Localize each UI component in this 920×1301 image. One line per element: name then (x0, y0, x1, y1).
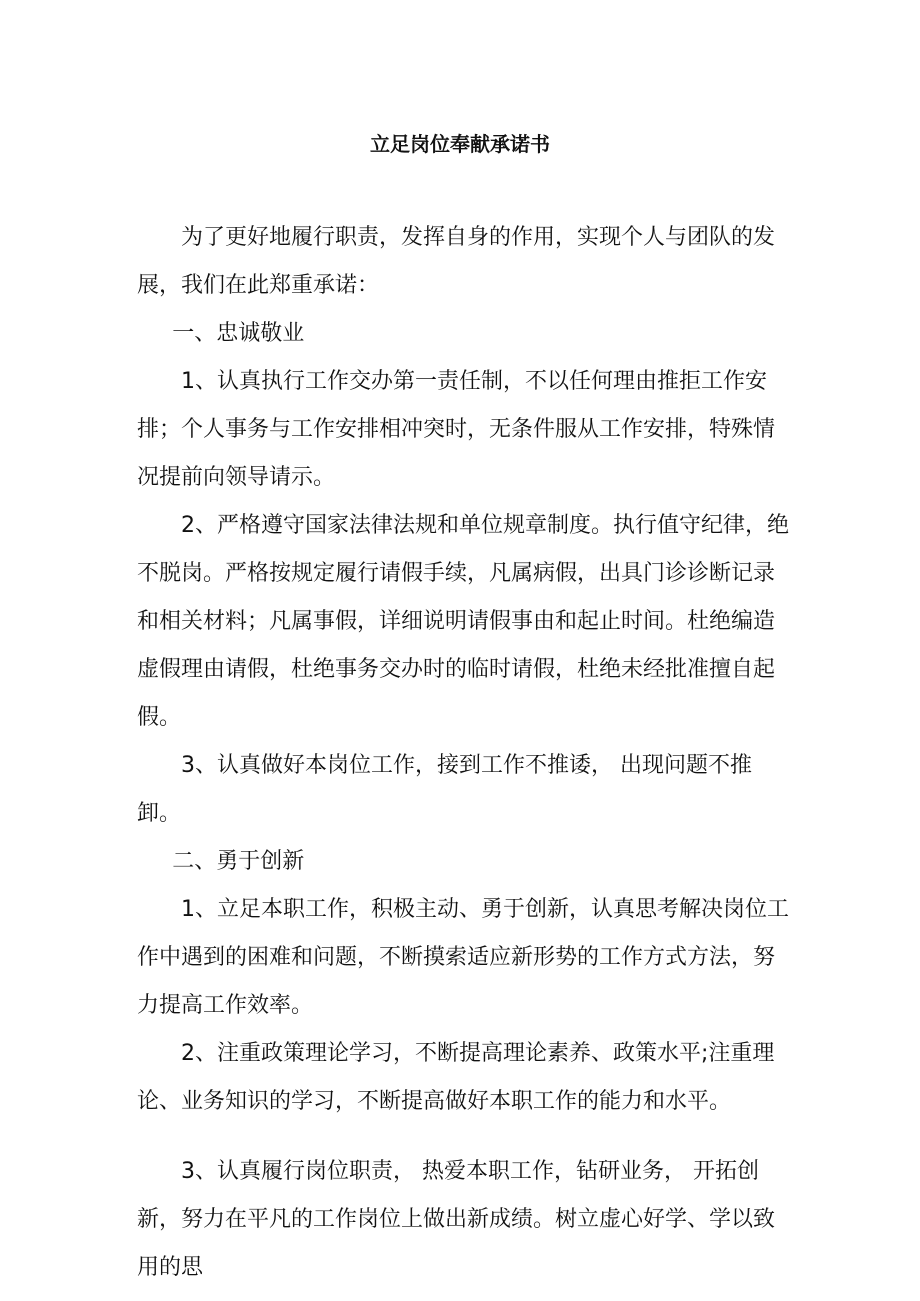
innovation-item-1: 1、立足本职工作，积极主动、勇于创新，认真思考解决岗位工作中遇到的困难和问题，不断摸索适应新形势的工作方式方法，努力提高工作效率。 (137, 897, 789, 1018)
loyalty-item-2: 2、严格遵守国家法律法规和单位规章制度。执行值守纪律，绝不脱岗。严格按规定履行请假手续，凡属病假，出具门诊诊断记录和相关材料；凡属事假，详细说明请假事由和起止时间。杜绝编造虚假理由请假，杜绝事务交办时的临时请假，杜绝未经批准擅自起假。 (137, 513, 789, 730)
innovation-item-2: 2、注重政策理论学习，不断提高理论素养、政策水平;注重理论、业务知识的学习，不断提高做好本职工作的能力和水平。 (137, 1041, 775, 1114)
document-title: 立足岗位奉献承诺书 (370, 132, 550, 156)
section-heading-loyalty: 一、忠诚敬业 (172, 321, 305, 346)
loyalty-item-1: 1、认真执行工作交办第一责任制，不以任何理由推拒工作安排；个人事务与工作安排相冲突时，无条件服从工作安排，特殊情况提前向领导请示。 (137, 369, 776, 490)
section-heading-innovation: 二、勇于创新 (172, 849, 305, 874)
loyalty-item-3: 3、认真做好本岗位工作，接到工作不推诿， 出现问题不推卸。 (137, 753, 752, 826)
document-body (137, 214, 789, 1292)
innovation-item-3: 3、认真履行岗位职责， 热爱本职工作，钻研业务， 开拓创新，努力在平凡的工作岗位上做出新成绩。树立虚心好学、学以致用的思 (137, 1159, 776, 1280)
intro-paragraph: 为了更好地履行职责，发挥自身的作用，实现个人与团队的发展，我们在此郑重承诺： (137, 225, 776, 298)
